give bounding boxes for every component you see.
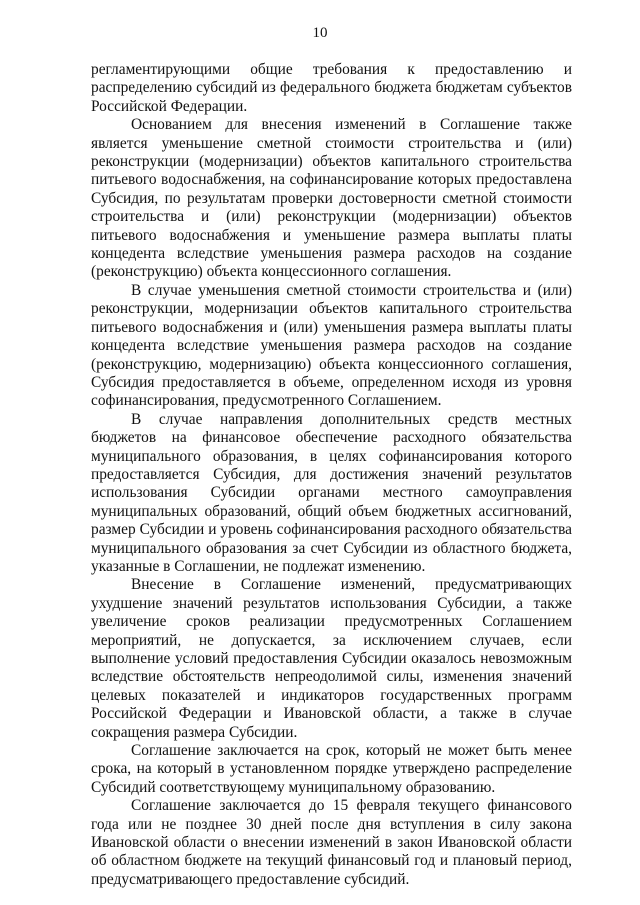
paragraph-agreement-term: Соглашение заключается на срок, который не может быть менее срока, на который в установленном порядке утверждено распределение Субсидий соответствующему муниципальному образованию. (91, 742, 572, 796)
paragraph-estimate-reduction-basis: Основанием для внесения изменений в Соглашение также является уменьшение сметной стоимости строительства и (или) реконструкции (модернизации) объектов капитального строительства питьевого водоснабжения, на софинансирование которых предоставлена Субсидия, по результатам проверки достоверности сметной стоимости строительства и (или) реконструкции (модернизации) объектов питьевого водоснабжения и уменьшение размера выплаты платы концедента вследствие уменьшения размера расходов на создание (реконструкцию) объекта концессионного соглашения. (91, 116, 572, 281)
paragraph-agreement-deadline: Соглашение заключается до 15 февраля текущего финансового года или не позднее 30 дней после дня вступления в силу закона Ивановской области о внесении изменений в закон Ивановской области об областном бюджете на текущий финансовый год и плановый период, предусматривающего предоставление субсидий. (91, 797, 572, 888)
paragraph-additional-local-funds: В случае направления дополнительных средств местных бюджетов на финансовое обеспечение расходного обязательства муниципального образования, в целях софинансирования которого предоставляется Субсидия, для достижения значений результатов использования Субсидии органами местного самоуправления муниципальных образований, общий объем бюджетных ассигнований, размер Субсидии и уровень софинансирования расходного обязательства муниципального образования за счет Субсидии из областного бюджета, указанные в Соглашении, не подлежат изменению. (91, 410, 572, 575)
paragraph-worsening-changes: Внесение в Соглашение изменений, предусматривающих ухудшение значений результатов использования Субсидии, а также увеличение сроков реализации предусмотренных Соглашением мероприятий, не допускается, за исключением случаев, если выполнение условий предоставления Субсидии оказалось невозможным вследствие обстоятельств непреодолимой силы, изменения значений целевых показателей и индикаторов государственных программ Российской Федерации и Ивановской области, а также в случае сокращения размера Субсидии. (91, 576, 572, 741)
paragraph-estimate-reduction-volume: В случае уменьшения сметной стоимости строительства и (или) реконструкции, модернизации объектов капитального строительства питьевого водоснабжения и (или) уменьшения размера выплаты платы концедента вследствие уменьшения размера расходов на создание (реконструкцию, модернизацию) объекта концессионного соглашения, Субсидия предоставляется в объеме, определенном исходя из уровня софинансирования, предусмотренного Соглашением. (91, 281, 572, 410)
document-body (91, 61, 572, 889)
paragraph-continuation: регламентирующими общие требования к предоставлению и распределению субсидий из федерального бюджета бюджетам субъектов Российской Федерации. (91, 61, 572, 115)
page-number: 10 (312, 25, 328, 41)
